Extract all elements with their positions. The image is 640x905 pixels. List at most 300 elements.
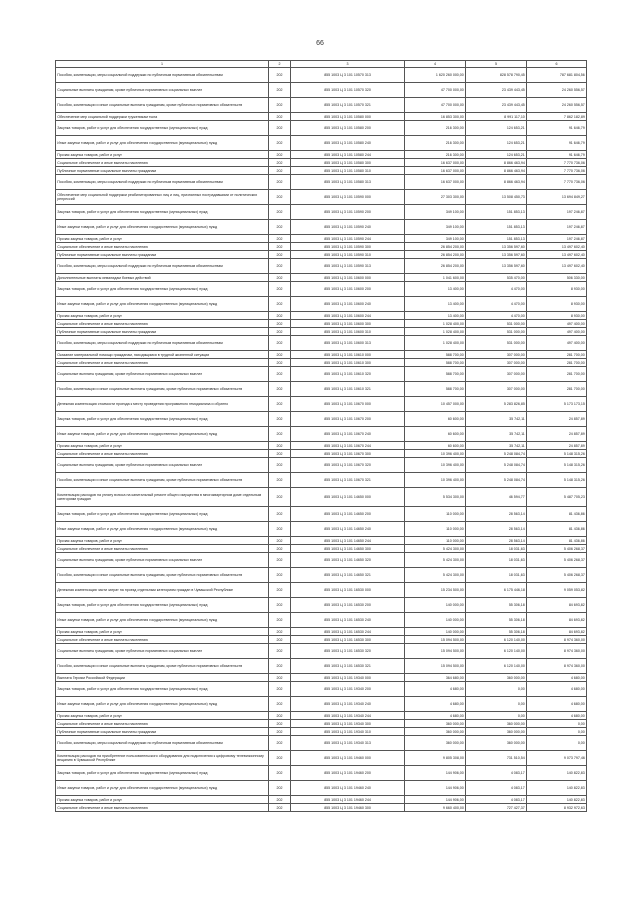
cell-plan: 140 000,00: [405, 628, 466, 636]
cell-admin: 202: [269, 644, 291, 659]
cell-code: 855 1003 Ц 3 101 10670 244: [291, 442, 405, 450]
cell-admin: 202: [269, 235, 291, 243]
cell-fact: 307 000,00: [466, 367, 527, 382]
cell-code: 855 1003 Ц 3 101 10580 244: [291, 151, 405, 159]
cell-name: Пособия, компенсации, меры социальной поддержки по публичным нормативным обязательствам: [56, 736, 269, 751]
cell-plan: 9 660 400,00: [405, 804, 466, 812]
cell-admin: 202: [269, 151, 291, 159]
cell-code: 855 1003 Ц 3 101 16530 240: [291, 613, 405, 628]
cell-name: Социальные выплаты гражданам, кроме публичных нормативных социальных выплат: [56, 458, 269, 473]
cell-admin: 202: [269, 359, 291, 367]
cell-admin: 202: [269, 113, 291, 121]
table-row: [56, 636, 587, 644]
cell-rest: 281 700,00: [527, 367, 587, 382]
table-row: [56, 98, 587, 113]
cell-plan: 60 600,00: [405, 427, 466, 442]
cell-name: Закупка товаров, работ и услуг для обеспечения государственных (муниципальных) нужд: [56, 282, 269, 297]
cell-admin: 202: [269, 68, 291, 83]
cell-name: Публичные нормативные социальные выплаты гражданам: [56, 328, 269, 336]
cell-fact: 18 031,63: [466, 553, 527, 568]
cell-fact: 0,00: [466, 697, 527, 712]
table-row: [56, 68, 587, 83]
cell-plan: 15 094 500,00: [405, 659, 466, 674]
cell-admin: 202: [269, 136, 291, 151]
table-row: [56, 205, 587, 220]
cell-name: Социальное обеспечение и иные выплаты населению: [56, 159, 269, 167]
table-row: [56, 167, 587, 175]
table-row: [56, 458, 587, 473]
cell-admin: 202: [269, 728, 291, 736]
cell-name: Социальное обеспечение и иные выплаты населению: [56, 243, 269, 251]
table-row: [56, 712, 587, 720]
cell-admin: 202: [269, 682, 291, 697]
cell-admin: 202: [269, 613, 291, 628]
cell-name: Социальное обеспечение и иные выплаты населению: [56, 359, 269, 367]
cell-name: Социальное обеспечение и иные выплаты населению: [56, 720, 269, 728]
cell-plan: 47 700 000,00: [405, 83, 466, 98]
cell-admin: 202: [269, 766, 291, 781]
cell-name: Пособия, компенсации и иные социальные выплаты гражданам, кроме публичных нормативных обязательств: [56, 98, 269, 113]
cell-plan: 1 028 400,00: [405, 336, 466, 351]
cell-name: Закупка товаров, работ и услуг для обеспечения государственных (муниципальных) нужд: [56, 121, 269, 136]
table-row: [56, 297, 587, 312]
cell-fact: 4 470,00: [466, 282, 527, 297]
cell-code: 855 1003 Ц 3 101 19460 000: [291, 751, 405, 766]
cell-rest: 497 400,00: [527, 328, 587, 336]
cell-plan: 140 000,00: [405, 613, 466, 628]
cell-admin: 202: [269, 412, 291, 427]
cell-plan: 16 853 300,00: [405, 113, 466, 121]
table-row: [56, 359, 587, 367]
budget-table: [55, 60, 587, 812]
cell-rest: 4 680,00: [527, 712, 587, 720]
cell-rest: 4 680,00: [527, 697, 587, 712]
cell-admin: 202: [269, 282, 291, 297]
cell-code: 855 1003 Ц 3 101 10670 300: [291, 450, 405, 458]
cell-name: Прочая закупка товаров, работ и услуг: [56, 537, 269, 545]
cell-code: 855 1003 Ц 3 101 19460 300: [291, 804, 405, 812]
table-row: [56, 243, 587, 251]
cell-fact: 307 000,00: [466, 382, 527, 397]
cell-admin: 202: [269, 796, 291, 804]
cell-fact: 8 866 463,94: [466, 175, 527, 190]
cell-name: Компенсация расходов на уплату взноса на капитальный ремонт общего имущества в многоквартирном доме отдельным категориям граждан: [56, 488, 269, 507]
cell-admin: 202: [269, 473, 291, 488]
cell-code: 855 1003 Ц 3 101 16530 000: [291, 583, 405, 598]
cell-admin: 202: [269, 568, 291, 583]
cell-name: Обеспечение мер социальной поддержки труженикам тыла: [56, 113, 269, 121]
cell-name: Пособия, компенсации, меры социальной поддержки по публичным нормативным обязательствам: [56, 175, 269, 190]
cell-admin: 202: [269, 336, 291, 351]
cell-plan: 1 028 400,00: [405, 328, 466, 336]
cell-fact: 151 853,13: [466, 220, 527, 235]
cell-plan: 360 000,00: [405, 728, 466, 736]
cell-plan: 9 805 308,00: [405, 751, 466, 766]
cell-code: 855 1003 Ц 3 101 10610 300: [291, 359, 405, 367]
cell-name: Иные закупки товаров, работ и услуг для обеспечения государственных (муниципальных) нужд: [56, 220, 269, 235]
cell-name: Закупка товаров, работ и услуг для обеспечения государственных (муниципальных) нужд: [56, 682, 269, 697]
cell-fact: 35 742,11: [466, 442, 527, 450]
cell-plan: 588 700,00: [405, 367, 466, 382]
cell-code: 855 1003 Ц 3 101 19460 240: [291, 781, 405, 796]
cell-fact: 8 991 117,10: [466, 113, 527, 121]
cell-code: 855 1003 Ц 3 101 19340 240: [291, 697, 405, 712]
table-row: [56, 220, 587, 235]
cell-code: 855 1003 Ц 3 101 10600 244: [291, 312, 405, 320]
cell-code: 855 1003 Ц 3 101 10580 000: [291, 113, 405, 121]
cell-name: Публичные нормативные социальные выплаты гражданам: [56, 167, 269, 175]
cell-name: Социальное обеспечение и иные выплаты населению: [56, 320, 269, 328]
table-row: [56, 320, 587, 328]
column-header: 3: [291, 61, 405, 68]
cell-fact: 46 594,77: [466, 488, 527, 507]
cell-plan: 15 094 500,00: [405, 644, 466, 659]
column-header: 2: [269, 61, 291, 68]
cell-fact: 535 470,00: [466, 274, 527, 282]
cell-name: Пособия, компенсации, меры социальной поддержки по публичным нормативным обязательствам: [56, 68, 269, 83]
cell-fact: 5 283 826,85: [466, 397, 527, 412]
cell-rest: 281 700,00: [527, 351, 587, 359]
cell-admin: 202: [269, 297, 291, 312]
cell-plan: 10 396 400,00: [405, 450, 466, 458]
cell-plan: 360 000,00: [405, 736, 466, 751]
cell-code: 855 1003 Ц 3 101 19460 244: [291, 796, 405, 804]
table-row: [56, 351, 587, 359]
cell-fact: 531 000,00: [466, 328, 527, 336]
cell-fact: 8 866 463,94: [466, 167, 527, 175]
cell-admin: 202: [269, 243, 291, 251]
cell-plan: 15 234 500,00: [405, 583, 466, 598]
table-row: [56, 151, 587, 159]
cell-fact: 360 000,00: [466, 674, 527, 682]
cell-name: Компенсация расходов на приобретение пользовательского оборудования для подключения к цифровому телевизионному вещанию в Чувашской Республике: [56, 751, 269, 766]
cell-rest: 787 681 804,56: [527, 68, 587, 83]
cell-code: 855 1003 Ц 3 101 19340 000: [291, 674, 405, 682]
table-row: [56, 83, 587, 98]
cell-name: Пособия, компенсации и иные социальные выплаты гражданам, кроме публичных нормативных обязательств: [56, 568, 269, 583]
table-row: [56, 367, 587, 382]
cell-plan: 144 906,00: [405, 781, 466, 796]
cell-fact: 6 175 446,18: [466, 583, 527, 598]
cell-plan: 216 300,00: [405, 136, 466, 151]
cell-name: Публичные нормативные социальные выплаты гражданам: [56, 251, 269, 259]
cell-fact: 0,00: [466, 682, 527, 697]
cell-admin: 202: [269, 598, 291, 613]
cell-code: 855 1003 Ц 3 101 14650 000: [291, 488, 405, 507]
table-row: [56, 720, 587, 728]
table-row: [56, 545, 587, 553]
cell-plan: 588 700,00: [405, 359, 466, 367]
cell-fact: 35 742,11: [466, 412, 527, 427]
table-row: [56, 682, 587, 697]
cell-rest: 91 646,79: [527, 151, 587, 159]
cell-admin: 202: [269, 781, 291, 796]
cell-plan: 5 424 300,00: [405, 553, 466, 568]
cell-rest: 4 680,00: [527, 674, 587, 682]
cell-rest: 91 646,79: [527, 136, 587, 151]
cell-fact: 5 248 084,74: [466, 450, 527, 458]
cell-rest: 506 330,00: [527, 274, 587, 282]
cell-code: 855 1003 Ц 3 101 10590 300: [291, 243, 405, 251]
cell-name: Иные закупки товаров, работ и услуг для обеспечения государственных (муниципальных) нужд: [56, 427, 269, 442]
cell-admin: 202: [269, 382, 291, 397]
cell-name: Обеспечение мер социальной поддержки реабилитированных лиц и лиц, признанных пострадавшими от политических репрессий: [56, 190, 269, 205]
cell-fact: 307 000,00: [466, 359, 527, 367]
cell-fact: 124 653,21: [466, 151, 527, 159]
table-row: [56, 442, 587, 450]
cell-code: 855 1003 Ц 3 101 10580 300: [291, 159, 405, 167]
cell-fact: 124 653,21: [466, 121, 527, 136]
cell-plan: 588 700,00: [405, 382, 466, 397]
cell-admin: 202: [269, 507, 291, 522]
cell-rest: 91 646,79: [527, 121, 587, 136]
cell-rest: 4 680,00: [527, 682, 587, 697]
cell-name: Закупка товаров, работ и услуг для обеспечения государственных (муниципальных) нужд: [56, 412, 269, 427]
cell-plan: 26 854 200,00: [405, 243, 466, 251]
table-row: [56, 674, 587, 682]
cell-code: 855 1003 Ц 3 101 10570 321: [291, 98, 405, 113]
cell-admin: 202: [269, 636, 291, 644]
cell-plan: 16 637 000,00: [405, 159, 466, 167]
cell-rest: 24 260 556,57: [527, 83, 587, 98]
cell-admin: 202: [269, 659, 291, 674]
cell-fact: 4 470,00: [466, 312, 527, 320]
table-row: [56, 336, 587, 351]
cell-code: 855 1003 Ц 3 101 10670 200: [291, 412, 405, 427]
cell-rest: 5 406 268,37: [527, 553, 587, 568]
table-row: [56, 781, 587, 796]
cell-fact: 13 508 450,73: [466, 190, 527, 205]
cell-code: 855 1003 Ц 3 101 14650 300: [291, 545, 405, 553]
cell-plan: 349 100,00: [405, 220, 466, 235]
table-row: [56, 136, 587, 151]
cell-admin: 202: [269, 259, 291, 274]
cell-fact: 360 000,00: [466, 720, 527, 728]
cell-fact: 5 248 084,74: [466, 458, 527, 473]
cell-fact: 28 563,14: [466, 522, 527, 537]
cell-admin: 202: [269, 121, 291, 136]
cell-rest: 140 822,83: [527, 781, 587, 796]
cell-plan: 144 906,00: [405, 796, 466, 804]
table-row: [56, 259, 587, 274]
cell-rest: 7 770 736,06: [527, 167, 587, 175]
table-row: [56, 568, 587, 583]
cell-admin: 202: [269, 175, 291, 190]
table-row: [56, 507, 587, 522]
cell-fact: 18 031,63: [466, 545, 527, 553]
table-row: [56, 751, 587, 766]
cell-code: 855 1003 Ц 3 101 10670 240: [291, 427, 405, 442]
cell-admin: 202: [269, 751, 291, 766]
table-row: [56, 537, 587, 545]
cell-code: 855 1003 Ц 3 101 10600 000: [291, 274, 405, 282]
cell-name: Иные закупки товаров, работ и услуг для обеспечения государственных (муниципальных) нужд: [56, 136, 269, 151]
cell-code: 855 1003 Ц 3 101 19340 300: [291, 720, 405, 728]
cell-code: 855 1003 Ц 3 101 16530 320: [291, 644, 405, 659]
cell-fact: 55 306,18: [466, 598, 527, 613]
cell-name: Прочая закупка товаров, работ и услуг: [56, 235, 269, 243]
cell-code: 855 1003 Ц 3 101 10670 320: [291, 458, 405, 473]
cell-fact: 727 427,37: [466, 804, 527, 812]
cell-rest: 5 487 705,23: [527, 488, 587, 507]
cell-name: Дополнительные выплаты инвалидам боевых действий: [56, 274, 269, 282]
cell-plan: 26 854 200,00: [405, 251, 466, 259]
cell-rest: 5 173 173,15: [527, 397, 587, 412]
cell-name: Иные закупки товаров, работ и услуг для обеспечения государственных (муниципальных) нужд: [56, 697, 269, 712]
table-row: [56, 644, 587, 659]
cell-name: Социальные выплаты гражданам, кроме публичных нормативных социальных выплат: [56, 644, 269, 659]
cell-admin: 202: [269, 553, 291, 568]
cell-fact: 13 356 597,60: [466, 259, 527, 274]
cell-code: 855 1003 Ц 3 101 10590 240: [291, 220, 405, 235]
cell-fact: 124 653,21: [466, 136, 527, 151]
cell-rest: 7 770 736,06: [527, 175, 587, 190]
cell-admin: 202: [269, 167, 291, 175]
table-row: [56, 473, 587, 488]
cell-plan: 364 680,00: [405, 674, 466, 682]
cell-code: 855 1003 Ц 3 101 10570 313: [291, 68, 405, 83]
cell-code: 855 1003 Ц 3 101 14650 244: [291, 537, 405, 545]
cell-plan: 26 854 200,00: [405, 259, 466, 274]
cell-plan: 10 396 400,00: [405, 473, 466, 488]
cell-rest: 140 822,83: [527, 766, 587, 781]
cell-fact: 6 120 140,00: [466, 659, 527, 674]
cell-fact: 360 000,00: [466, 728, 527, 736]
cell-admin: 202: [269, 522, 291, 537]
cell-code: 855 1003 Ц 3 101 10600 300: [291, 320, 405, 328]
cell-rest: 0,00: [527, 720, 587, 728]
cell-plan: 47 700 000,00: [405, 98, 466, 113]
cell-admin: 202: [269, 351, 291, 359]
cell-rest: 281 700,00: [527, 382, 587, 397]
cell-admin: 202: [269, 720, 291, 728]
table-row: [56, 598, 587, 613]
cell-fact: 35 742,11: [466, 427, 527, 442]
cell-rest: 9 059 053,82: [527, 583, 587, 598]
cell-plan: 360 000,00: [405, 720, 466, 728]
cell-code: 855 1003 Ц 3 101 10600 200: [291, 282, 405, 297]
cell-fact: 28 563,14: [466, 537, 527, 545]
table-row: [56, 382, 587, 397]
cell-fact: 5 248 084,74: [466, 473, 527, 488]
cell-plan: 16 637 000,00: [405, 167, 466, 175]
cell-code: 855 1003 Ц 3 101 10610 321: [291, 382, 405, 397]
cell-rest: 24 857,89: [527, 412, 587, 427]
cell-code: 855 1003 Ц 3 101 10580 200: [291, 121, 405, 136]
cell-plan: 60 600,00: [405, 412, 466, 427]
cell-name: Социальное обеспечение и иные выплаты населению: [56, 804, 269, 812]
cell-rest: 81 436,86: [527, 537, 587, 545]
cell-name: Пособия, компенсации и иные социальные выплаты гражданам, кроме публичных нормативных обязательств: [56, 659, 269, 674]
cell-name: Пособия, компенсации и иные социальные выплаты гражданам, кроме публичных нормативных обязательств: [56, 382, 269, 397]
cell-rest: 7 770 736,06: [527, 159, 587, 167]
cell-admin: 202: [269, 320, 291, 328]
cell-rest: 5 148 315,26: [527, 458, 587, 473]
cell-fact: 13 356 597,60: [466, 251, 527, 259]
cell-rest: 8 974 360,00: [527, 636, 587, 644]
cell-fact: 6 120 140,00: [466, 644, 527, 659]
cell-fact: 0,00: [466, 712, 527, 720]
table-row: [56, 113, 587, 121]
cell-plan: 60 600,00: [405, 442, 466, 450]
table-row: [56, 274, 587, 282]
cell-code: 855 1003 Ц 3 101 10610 000: [291, 351, 405, 359]
cell-rest: 5 148 315,26: [527, 473, 587, 488]
cell-plan: 15 094 500,00: [405, 636, 466, 644]
cell-plan: 5 534 300,00: [405, 488, 466, 507]
cell-admin: 202: [269, 312, 291, 320]
table-row: [56, 659, 587, 674]
cell-code: 855 1003 Ц 3 101 10580 313: [291, 175, 405, 190]
cell-fact: 23 439 443,45: [466, 98, 527, 113]
cell-rest: 9 073 797,46: [527, 751, 587, 766]
cell-plan: 140 000,00: [405, 598, 466, 613]
cell-fact: 531 000,00: [466, 336, 527, 351]
cell-plan: 13 400,00: [405, 282, 466, 297]
cell-admin: 202: [269, 83, 291, 98]
cell-code: 855 1003 Ц 3 101 19340 200: [291, 682, 405, 697]
cell-code: 855 1003 Ц 3 101 16530 244: [291, 628, 405, 636]
cell-name: Социальные выплаты гражданам, кроме публичных нормативных социальных выплат: [56, 367, 269, 382]
cell-rest: 497 400,00: [527, 336, 587, 351]
cell-plan: 27 303 300,00: [405, 190, 466, 205]
cell-plan: 1 041 600,00: [405, 274, 466, 282]
cell-fact: 18 031,63: [466, 568, 527, 583]
cell-fact: 55 306,18: [466, 628, 527, 636]
cell-name: Закупка товаров, работ и услуг для обеспечения государственных (муниципальных) нужд: [56, 507, 269, 522]
cell-code: 855 1003 Ц 3 101 10570 320: [291, 83, 405, 98]
cell-rest: 8 930,00: [527, 282, 587, 297]
cell-admin: 202: [269, 697, 291, 712]
cell-fact: 731 510,54: [466, 751, 527, 766]
page-number: 66: [316, 40, 324, 47]
cell-plan: 4 680,00: [405, 682, 466, 697]
cell-name: Прочая закупка товаров, работ и услуг: [56, 628, 269, 636]
cell-rest: 24 857,89: [527, 427, 587, 442]
cell-rest: 8 932 972,63: [527, 804, 587, 812]
cell-name: Закупка товаров, работ и услуг для обеспечения государственных (муниципальных) нужд: [56, 766, 269, 781]
cell-rest: 81 436,86: [527, 522, 587, 537]
cell-name: Иные закупки товаров, работ и услуг для обеспечения государственных (муниципальных) нужд: [56, 297, 269, 312]
cell-fact: 23 439 443,45: [466, 83, 527, 98]
cell-rest: 197 246,87: [527, 235, 587, 243]
column-header: 5: [466, 61, 527, 68]
cell-admin: 202: [269, 220, 291, 235]
cell-admin: 202: [269, 488, 291, 507]
cell-code: 855 1003 Ц 3 101 19460 200: [291, 766, 405, 781]
cell-name: Публичные нормативные социальные выплаты гражданам: [56, 728, 269, 736]
cell-code: 855 1003 Ц 3 101 10580 310: [291, 167, 405, 175]
cell-rest: 13 497 602,40: [527, 259, 587, 274]
cell-plan: 588 700,00: [405, 351, 466, 359]
cell-rest: 24 260 556,57: [527, 98, 587, 113]
cell-plan: 10 396 400,00: [405, 458, 466, 473]
cell-name: Закупка товаров, работ и услуг для обеспечения государственных (муниципальных) нужд: [56, 598, 269, 613]
cell-rest: 5 406 268,37: [527, 545, 587, 553]
cell-rest: 0,00: [527, 736, 587, 751]
cell-name: Пособия, компенсации, меры социальной поддержки по публичным нормативным обязательствам: [56, 336, 269, 351]
cell-admin: 202: [269, 450, 291, 458]
cell-name: Прочая закупка товаров, работ и услуг: [56, 312, 269, 320]
table-row: [56, 121, 587, 136]
cell-code: 855 1003 Ц 3 101 10590 313: [291, 259, 405, 274]
cell-rest: 0,00: [527, 728, 587, 736]
cell-code: 855 1003 Ц 3 101 10590 244: [291, 235, 405, 243]
table-row: [56, 583, 587, 598]
cell-rest: 8 930,00: [527, 312, 587, 320]
cell-fact: 4 083,17: [466, 781, 527, 796]
cell-name: Прочая закупка товаров, работ и услуг: [56, 796, 269, 804]
